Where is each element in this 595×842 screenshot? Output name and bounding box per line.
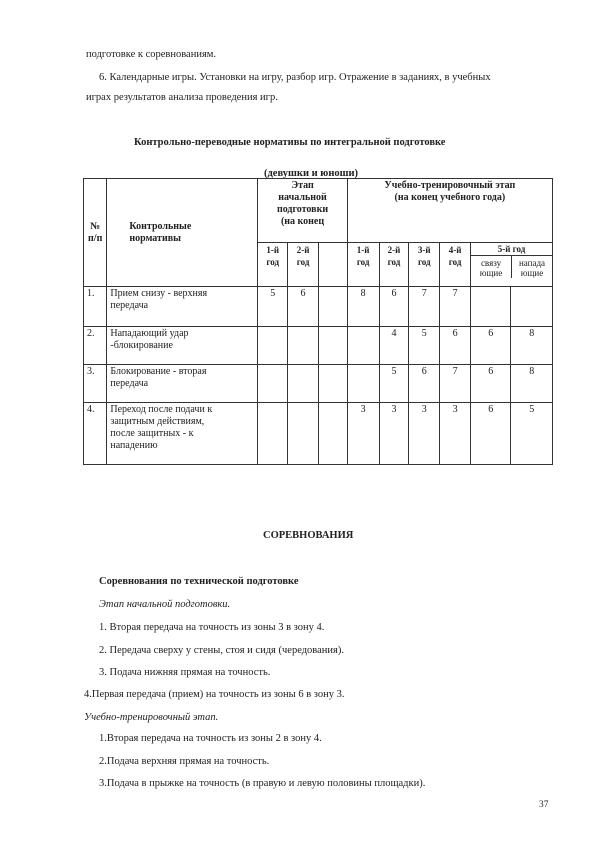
page-number: 37	[539, 800, 549, 810]
intro-line: подготовке к соревнованиям.	[86, 49, 217, 60]
row-cell: 6	[471, 365, 511, 403]
item-6-line1: 6. Календарные игры. Установки на игру, разбор игр. Отражение в заданиях, в учебных	[99, 72, 491, 83]
row-cell	[347, 327, 379, 365]
row-cell: 5	[409, 327, 440, 365]
row-cell: 6	[440, 327, 471, 365]
header-attackers: напада ющие	[518, 258, 546, 278]
row-cell	[318, 365, 347, 403]
header-num: № п/п	[84, 179, 107, 287]
row-cell	[318, 327, 347, 365]
row-cell: 8	[347, 287, 379, 327]
header-training-year4: 4-й год	[440, 243, 471, 287]
row-cell: 3	[347, 403, 379, 465]
row-cell	[288, 365, 319, 403]
row-name: Переход после подачи к защитным действиям, после защитных - к нападению	[107, 403, 258, 465]
row-num: 2.	[84, 327, 107, 365]
list-item: 3. Подача нижняя прямая на точность.	[99, 667, 271, 678]
table-row	[84, 327, 553, 365]
list-item: 2. Передача сверху у стены, стоя и сидя (чередования).	[99, 645, 344, 656]
norms-table	[83, 178, 553, 465]
row-cell: 6	[379, 287, 409, 327]
row-cell: 6	[288, 287, 319, 327]
section-title: СОРЕВНОВАНИЯ	[263, 530, 354, 541]
stage-initial-heading: Этап начальной подготовки.	[99, 599, 231, 610]
header-initial-year2: 2-й год	[288, 243, 319, 287]
row-name: Нападающий удар -блокирование	[107, 327, 258, 365]
row-cell: 6	[409, 365, 440, 403]
row-cell: 5	[379, 365, 409, 403]
header-training-year2: 2-й год	[379, 243, 409, 287]
header-training-year1: 1-й год	[347, 243, 379, 287]
subsection-title: Соревнования по технической подготовке	[99, 576, 299, 587]
row-cell	[318, 403, 347, 465]
list-item: 1.Вторая передача на точность из зоны 2 в зону 4.	[99, 733, 322, 744]
row-cell: 8	[511, 327, 553, 365]
row-cell: 7	[440, 365, 471, 403]
row-cell: 7	[409, 287, 440, 327]
row-cell: 3	[409, 403, 440, 465]
item-6-line2: играх результатов анализа проведения игр.	[86, 92, 278, 103]
row-cell: 8	[511, 365, 553, 403]
table-row	[84, 403, 553, 465]
row-cell: 6	[471, 403, 511, 465]
list-item: 2.Подача верхняя прямая на точность.	[99, 756, 270, 767]
row-cell	[258, 403, 288, 465]
row-num: 4.	[84, 403, 107, 465]
table-row	[84, 287, 553, 327]
list-item: 1. Вторая передача на точность из зоны 3 в зону 4.	[99, 622, 325, 633]
row-num: 1.	[84, 287, 107, 327]
row-cell: 4	[379, 327, 409, 365]
row-cell: 3	[440, 403, 471, 465]
row-num: 3.	[84, 365, 107, 403]
header-norms: Контрольные нормативы	[107, 179, 258, 287]
row-cell	[347, 365, 379, 403]
row-cell: 5	[258, 287, 288, 327]
table-subtitle: (девушки и юноши)	[264, 168, 359, 179]
list-item: 3.Подача в прыжке на точность (в правую и левую половины площадки).	[99, 778, 426, 789]
row-cell	[318, 287, 347, 327]
stage-training-heading: Учебно-тренировочный этап.	[84, 712, 219, 723]
header-training-stage: Учебно-тренировочный этап (на конец учебного года)	[347, 179, 552, 243]
row-cell	[511, 287, 553, 327]
row-name: Блокирование - вторая передача	[107, 365, 258, 403]
header-initial-year1: 1-й год	[258, 243, 288, 287]
header-setters: связу ющие	[471, 256, 512, 278]
table-title: Контрольно-переводные нормативы по интегральной подготовке	[134, 137, 446, 148]
header-initial-stage: Этап начальной подготовки (на конец	[258, 179, 347, 243]
row-name: Прием снизу - верхняя передача	[107, 287, 258, 327]
header-training-year3: 3-й год	[409, 243, 440, 287]
row-cell	[288, 327, 319, 365]
header-training-year5: 5-й год связу ющие напада ющие	[471, 243, 553, 287]
row-cell: 7	[440, 287, 471, 327]
list-item: 4.Первая передача (прием) на точность из зоны 6 в зону 3.	[84, 689, 345, 700]
row-cell	[258, 365, 288, 403]
row-cell	[288, 403, 319, 465]
row-cell: 6	[471, 327, 511, 365]
table-row	[84, 365, 553, 403]
header-empty	[318, 243, 347, 287]
row-cell	[258, 327, 288, 365]
row-cell: 3	[379, 403, 409, 465]
row-cell	[471, 287, 511, 327]
row-cell: 5	[511, 403, 553, 465]
